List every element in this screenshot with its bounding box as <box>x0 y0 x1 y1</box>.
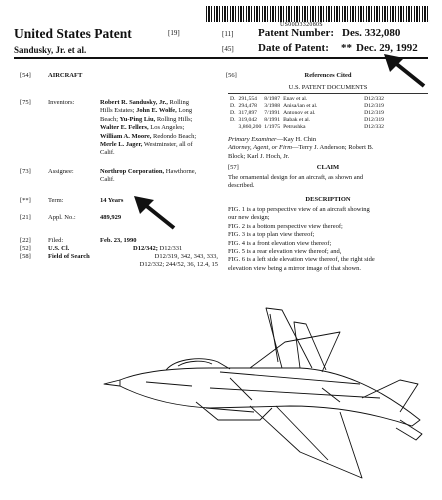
title-field-value: AIRCRAFT <box>48 72 83 79</box>
barcode <box>206 6 428 22</box>
refs-code: [56] <box>226 72 237 79</box>
term-value: 14 Years <box>100 197 124 204</box>
uscl-label: U.S. Cl. <box>48 245 70 252</box>
table-row: D. 294,478 3/1988 Anisa/ian et al. D12/319 <box>230 102 384 109</box>
appl-value: 489,929 <box>100 214 122 221</box>
filed-value: Feb. 23, 1990 <box>100 237 137 244</box>
date-label: Date of Patent: <box>258 42 329 54</box>
description-title: DESCRIPTION <box>305 196 351 203</box>
date-arrow-icon <box>382 50 430 90</box>
table-row: D. 319,042 8/1991 Babak et al. D12/319 <box>230 116 384 123</box>
claim-title: CLAIM <box>316 164 340 171</box>
references-table <box>230 96 387 131</box>
filed-label: Filed: <box>48 237 64 244</box>
aircraft-drawing <box>100 302 435 482</box>
term-label: Term: <box>48 197 64 204</box>
header-rule <box>14 57 428 59</box>
inventor-short: Sandusky, Jr. et al. <box>14 45 87 55</box>
title-code: [19] <box>168 29 180 37</box>
assignee-code: [73] <box>20 168 31 175</box>
appl-code: [21] <box>20 214 31 221</box>
assignee-label: Assignee: <box>48 168 74 175</box>
term-code: [**] <box>20 197 31 204</box>
appl-label: Appl. No.: <box>48 214 76 221</box>
table-row: 3,860,200 1/1975 Petrushka D12/332 <box>238 123 384 130</box>
date-code: [45] <box>222 45 234 53</box>
inventors-code: [75] <box>20 99 31 106</box>
title-field-code: [54] <box>20 72 31 79</box>
uscl-code: [52] <box>20 245 31 252</box>
claim-code: [57] <box>228 164 239 171</box>
patent-number-code: [11] <box>222 30 234 38</box>
examiner-block: Primary Examiner—Kay H. Chin Attorney, Agent, or Firm—Terry J. Anderson; Robert B. Block; Karl J. Hoch, Jr. <box>228 136 374 160</box>
filed-code: [22] <box>20 237 31 244</box>
inventors-list: Robert R. Sandusky, Jr., Rolling Hills Estates; John E. Wolfe, Long Beach; Yu-Ping Liu, Rolling Hills; Walter E. Fellers, Los Angeles; William A. Moore, Redondo Beach; Merle L. Jager, Westminster, all of Calif. <box>100 99 197 157</box>
inventors-label: Inventors: <box>48 99 75 106</box>
patent-number-value: Des. 332,080 <box>342 27 401 39</box>
assignee-value: Northrop Corporation, Hawthorne, Calif. <box>100 168 197 184</box>
refs-subtitle: U.S. PATENT DOCUMENTS <box>288 84 368 91</box>
term-arrow-icon <box>132 192 180 232</box>
description-text: FIG. 1 is a top perspective view of an aircraft showing our new design; FIG. 2 is a bottom perspective view thereof; FIG. 3 is a top plan view thereof; FIG. 4 is a front elevation view thereof; FIG. 5 is a rear elevation view thereof; and, FIG. 6 is a left side elevation view thereof, the right side elevation view being a mirror image of that shown. <box>228 206 375 272</box>
patent-title: United States Patent <box>14 26 132 41</box>
uscl-value: D12/342; D12/331 <box>133 245 183 252</box>
refs-rule <box>228 93 428 94</box>
date-value: Dec. 29, 1992 <box>356 42 418 54</box>
date-marks: ** <box>341 42 352 54</box>
patent-number-label: Patent Number: <box>258 27 335 39</box>
field-code: [58] <box>20 253 31 260</box>
barcode-number: US00D332080S <box>280 22 323 28</box>
table-row: D. 291,554 8/1987 Enav et al. D12/332 <box>230 96 384 102</box>
claim-text: The ornamental design for an aircraft, as shown and described. <box>228 174 364 190</box>
table-row: D. 317,897 7/1991 Antonov et al. D12/319 <box>230 109 384 116</box>
field-values: D12/319, 342, 343, 333, D12/332; 244/52, 36, 12.4, 15 <box>139 253 218 269</box>
field-label: Field of Search <box>48 253 90 260</box>
refs-title: References Cited <box>304 72 352 79</box>
